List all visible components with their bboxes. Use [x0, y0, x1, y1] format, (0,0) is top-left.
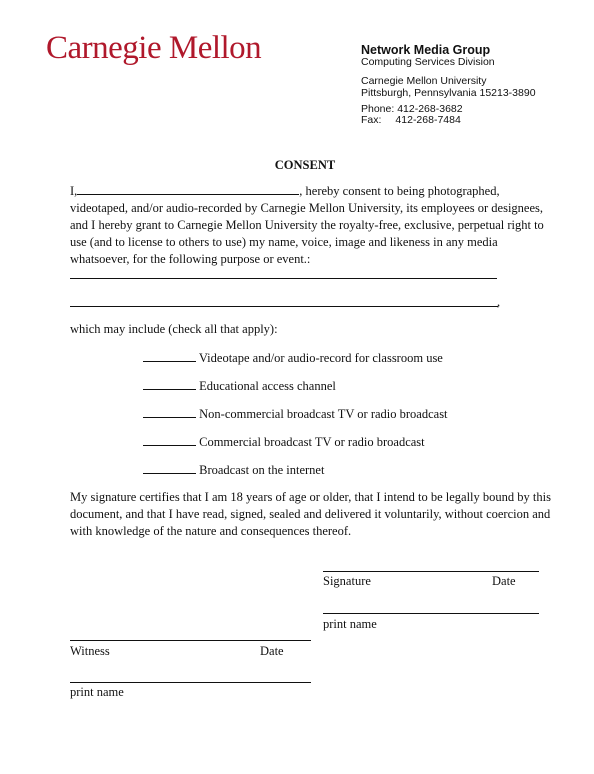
consent-prefix: I,	[70, 184, 78, 198]
fax	[361, 115, 461, 127]
division: Computing Services Division	[361, 56, 495, 68]
consent-line2: videotaped, and/or audio-recorded by Carnegie Mellon University, its employees or designees,	[70, 201, 544, 215]
option-item	[143, 407, 448, 422]
phone: Phone: 412-268-3682	[361, 103, 463, 115]
check-blank[interactable]	[143, 361, 196, 362]
page-title: CONSENT	[274, 158, 336, 172]
option-label: Commercial broadcast TV or radio broadcast	[199, 435, 425, 449]
check-blank[interactable]	[143, 389, 196, 390]
signature-date-label: Date	[492, 574, 516, 588]
option-label: Broadcast on the internet	[199, 463, 325, 477]
check-blank[interactable]	[143, 445, 196, 446]
option-item	[143, 435, 425, 450]
witness-date-label: Date	[260, 644, 284, 658]
option-item	[143, 463, 324, 478]
signer-print-name-label: print name	[323, 617, 377, 631]
fax-number: 412-268-7484	[395, 114, 461, 126]
check-blank[interactable]	[143, 417, 196, 418]
witness-print-name-label: print name	[70, 685, 124, 699]
fax-label: Fax:	[361, 114, 382, 126]
consent-line3: and I hereby grant to Carnegie Mellon University the royalty-free, exclusive, perpetual right to	[70, 218, 544, 232]
witness-print-name-line[interactable]	[70, 682, 311, 683]
purpose-blank-line-2[interactable]	[70, 306, 498, 307]
purpose-blank-line-1[interactable]	[70, 278, 497, 279]
consent-line4: use (and to license to others to use) my name, voice, image and likeness in any media	[70, 235, 498, 249]
option-label: Educational access channel	[199, 379, 336, 393]
consent-paragraph	[70, 183, 550, 268]
signer-print-name-line[interactable]	[323, 613, 539, 614]
witness-label: Witness	[70, 644, 110, 658]
university: Carnegie Mellon University	[361, 75, 487, 87]
purpose-comma: ,	[497, 295, 501, 309]
name-blank-line[interactable]	[77, 194, 299, 195]
check-blank[interactable]	[143, 473, 196, 474]
certification-line2: document, and that I have read, signed, sealed and delivered it voluntarily, without coercion and	[70, 507, 551, 521]
org-name: Network Media Group	[361, 43, 491, 57]
consent-line1: , hereby consent to being photographed,	[299, 184, 500, 198]
certification-line3: with knowledge of the nature and consequences thereof.	[70, 524, 352, 538]
signature-line[interactable]	[323, 571, 539, 572]
options-intro: which may include (check all that apply):	[70, 322, 278, 336]
carnegie-mellon-logo: Carnegie Mellon	[46, 30, 262, 66]
certification-line1: My signature certifies that I am 18 years of age or older, that I intend to be legally bound by this	[70, 490, 551, 504]
option-item	[143, 379, 336, 394]
certification-paragraph	[70, 489, 550, 540]
consent-line5: whatsoever, for the following purpose or event.:	[70, 252, 311, 266]
signature-label: Signature	[323, 574, 371, 588]
option-item	[143, 351, 443, 366]
option-label: Non-commercial broadcast TV or radio broadcast	[199, 407, 448, 421]
witness-line[interactable]	[70, 640, 311, 641]
option-label: Videotape and/or audio-record for classroom use	[198, 351, 443, 365]
address: Pittsburgh, Pennsylvania 15213-3890	[361, 87, 536, 99]
